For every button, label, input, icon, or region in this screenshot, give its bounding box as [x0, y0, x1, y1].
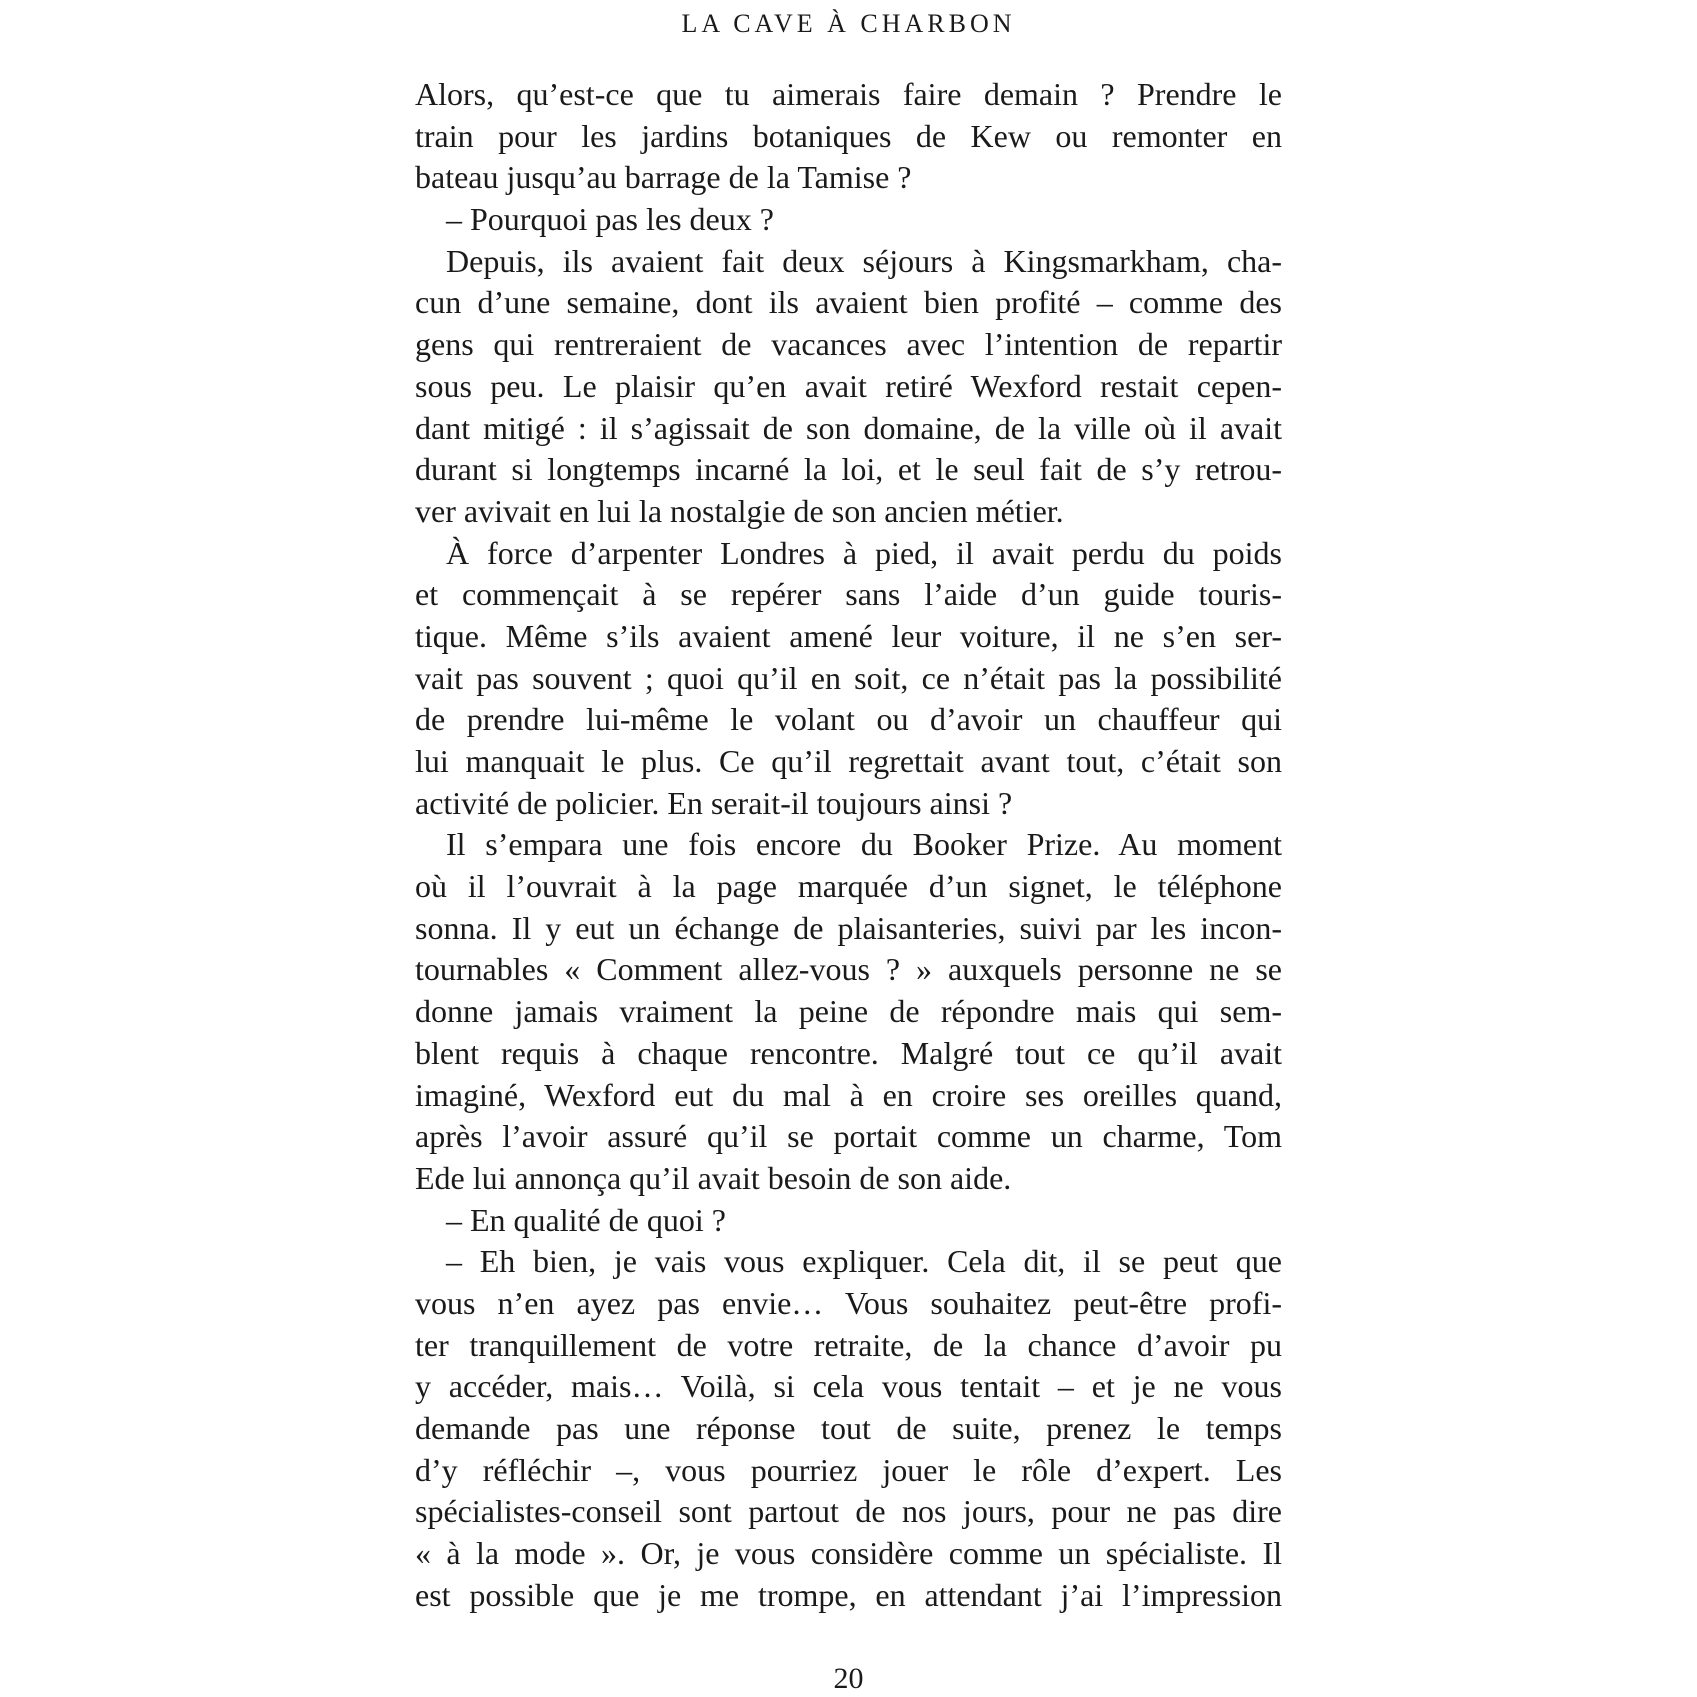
text-line: – Eh bien, je vais vous expliquer. Cela dit, il se peut que [446, 1243, 1282, 1280]
text-line: activité de policier. En serait-il toujours ainsi ? [415, 784, 1013, 821]
text-line: où il l’ouvrait à la page marquée d’un signet, le téléphone [415, 868, 1282, 905]
text-line: lui manquait le plus. Ce qu’il regrettait avant tout, c’était son [415, 743, 1282, 779]
text-line: « à la mode ». Or, je vous considère comme un spécialiste. Il [415, 1535, 1282, 1572]
text-line: durant si longtemps incarné la loi, et le seul fait de s’y retrou- [415, 451, 1282, 488]
text-line: de prendre lui-même le volant ou d’avoir un chauffeur qui [415, 701, 1282, 738]
text-line: ter tranquillement de votre retraite, de la chance d’avoir pu [415, 1326, 1282, 1363]
text-line: tique. Même s’ils avaient amené leur voiture, il ne s’en ser- [415, 617, 1282, 654]
text-line: train pour les jardins botaniques de Kew ou remonter en [415, 117, 1282, 154]
text-line: est possible que je me trompe, en attendant j’ai l’impression [415, 1576, 1282, 1613]
text-line: spécialistes-conseil sont partout de nos jours, pour ne pas dire [415, 1493, 1282, 1530]
text-line: d’y réfléchir –, vous pourriez jouer le rôle d’expert. Les [415, 1451, 1282, 1488]
text-line: dant mitigé : il s’agissait de son domaine, de la ville où il avait [415, 409, 1282, 446]
text-line: imaginé, Wexford eut du mal à en croire ses oreilles quand, [415, 1076, 1282, 1113]
text-line: vait pas souvent ; quoi qu’il en soit, ce n’était pas la possibilité [415, 659, 1282, 696]
text-line: sonna. Il y eut un échange de plaisanteries, suivi par les incon- [415, 909, 1282, 946]
text-line: sous peu. Le plaisir qu’en avait retiré Wexford restait cepen- [415, 367, 1282, 404]
body-text [415, 74, 1282, 1616]
text-line: Alors, qu’est-ce que tu aimerais faire demain ? Prendre le [415, 76, 1282, 112]
text-line: cun d’une semaine, dont ils avaient bien profité – comme des [415, 284, 1282, 321]
text-line: après l’avoir assuré qu’il se portait comme un charme, Tom [415, 1118, 1282, 1155]
running-head: LA CAVE À CHARBON [681, 9, 1016, 38]
text-line: bateau jusqu’au barrage de la Tamise ? [415, 159, 912, 196]
text-line: y accéder, mais… Voilà, si cela vous tentait – et je ne vous [415, 1368, 1282, 1405]
text-line: Il s’empara une fois encore du Booker Prize. Au moment [446, 826, 1282, 863]
text-line: Ede lui annonça qu’il avait besoin de son aide. [415, 1159, 1012, 1196]
text-line: et commençait à se repérer sans l’aide d’un guide touris- [415, 576, 1282, 613]
text-line: gens qui rentreraient de vacances avec l’intention de repartir [415, 326, 1282, 363]
text-line: blent requis à chaque rencontre. Malgré tout ce qu’il avait [415, 1034, 1282, 1071]
text-line: vous n’en ayez pas envie… Vous souhaitez peut-être profi- [415, 1284, 1282, 1321]
text-line: ver avivait en lui la nostalgie de son ancien métier. [415, 492, 1064, 529]
page-number: 20 [833, 1662, 864, 1695]
text-line: À force d’arpenter Londres à pied, il avait perdu du poids [446, 534, 1282, 571]
text-line: donne jamais vraiment la peine de répondre mais qui sem- [415, 993, 1282, 1030]
text-line: – En qualité de quoi ? [446, 1201, 726, 1238]
text-line: demande pas une réponse tout de suite, prenez le temps [415, 1410, 1282, 1446]
text-line: – Pourquoi pas les deux ? [446, 201, 774, 238]
text-line: tournables « Comment allez-vous ? » auxquels personne ne se [415, 951, 1282, 988]
text-line: Depuis, ils avaient fait deux séjours à Kingsmarkham, cha- [446, 242, 1282, 279]
